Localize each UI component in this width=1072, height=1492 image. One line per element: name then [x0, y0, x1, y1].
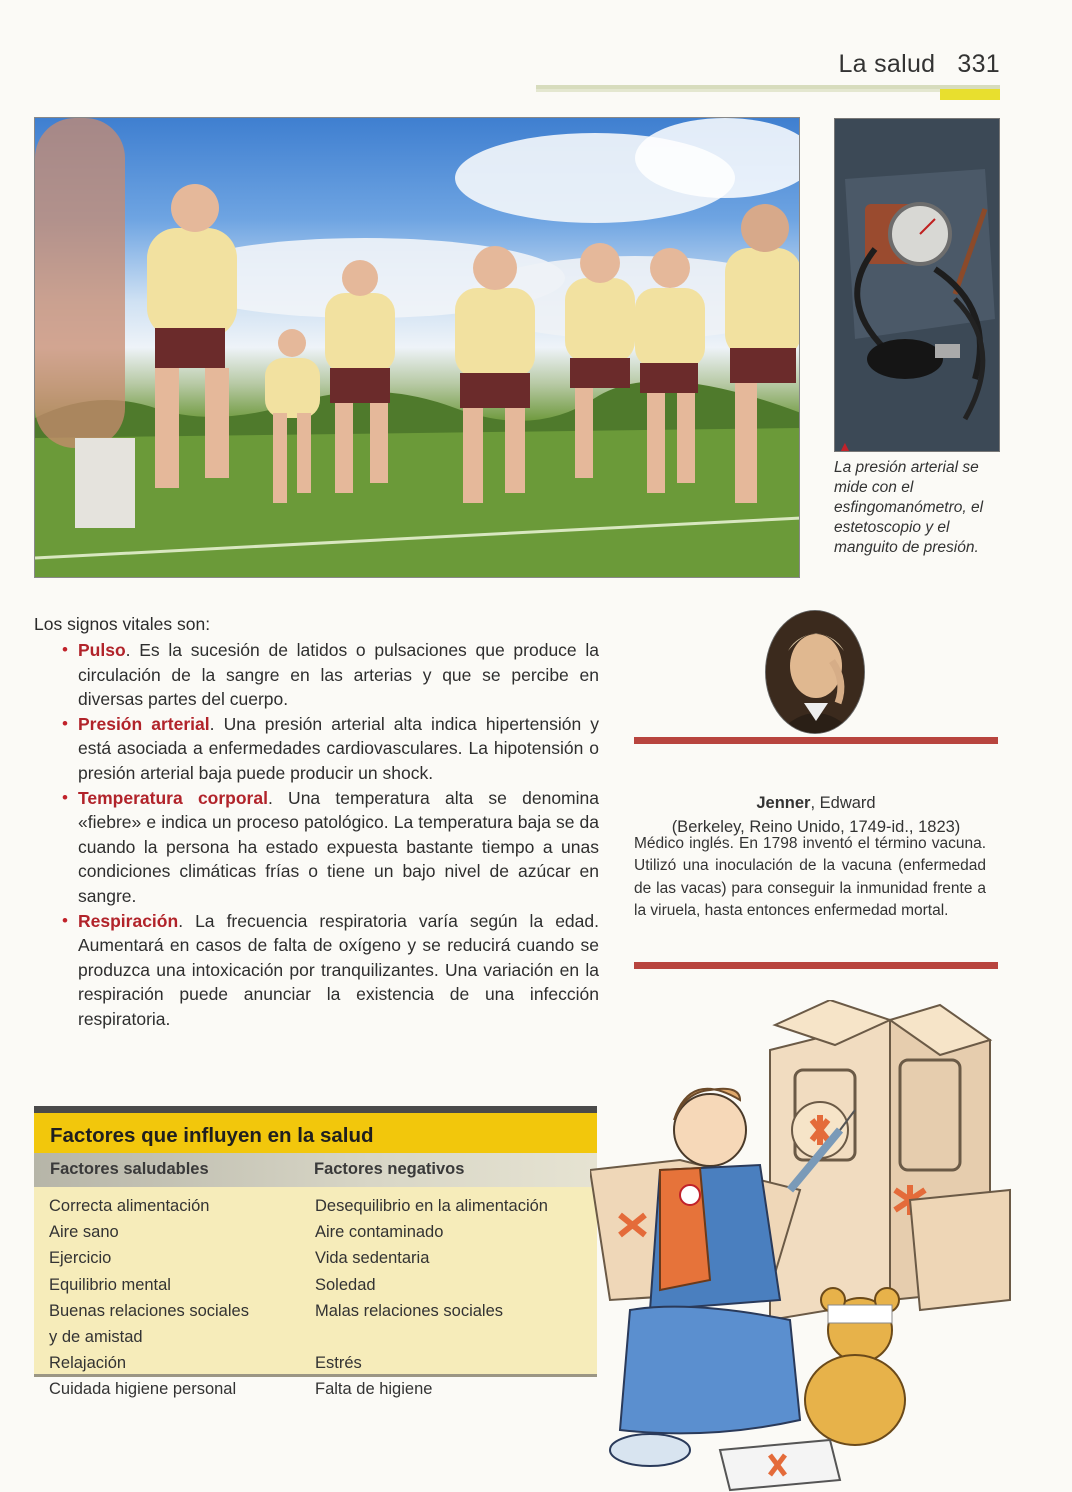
term-pulse: Pulso — [78, 640, 126, 660]
table-cell: Buenas relaciones sociales — [49, 1301, 249, 1320]
term-description: . Es la sucesión de latidos o pulsaciones que produce la circulación de la sangre en las arterias y que se percibe en diversas partes del cuerpo. — [78, 640, 599, 710]
column-header-negative: Factores negativos — [314, 1160, 465, 1178]
term-description: . La frecuencia respiratoria varía según la edad. Aumentará en casos de falta de oxígeno y se reducirá cuando se produzca una intoxicación por tranquilizantes. Una variación en la respiración puede anunciar la existencia de una infección respiratoria. — [78, 910, 599, 1029]
photo-caption: La presión arterial se mide con el esfingomanómetro, el estetoscopio y el manguito de presión. — [834, 459, 984, 556]
running-students-photo — [34, 117, 800, 578]
negative-factors-column — [315, 1193, 548, 1403]
bio-top-rule — [634, 737, 998, 744]
table-cell: Desequilibrio en la alimentación — [315, 1197, 548, 1215]
table-cell: Aire contaminado — [315, 1223, 444, 1242]
list-item — [62, 638, 599, 712]
table-cell: Aire sano — [49, 1223, 119, 1242]
table-cell: Relajación — [49, 1354, 127, 1373]
table-cell: Ejercicio — [49, 1249, 112, 1268]
bio-name — [634, 792, 998, 814]
term-blood-pressure: Presión arterial — [78, 713, 210, 734]
vital-signs-intro: Los signos vitales son: — [34, 614, 211, 634]
healthy-factors-column — [49, 1193, 249, 1403]
bio-bottom-rule — [634, 962, 998, 969]
bio-given-name: , Edward — [810, 794, 876, 812]
table-cell: y de amistad — [49, 1328, 143, 1347]
jenner-portrait — [765, 610, 865, 734]
header-rule-shadow — [536, 89, 940, 92]
table-top-bar — [34, 1106, 597, 1113]
list-item — [62, 786, 599, 909]
column-header-healthy: Factores saludables — [50, 1160, 209, 1178]
caption-pointer-icon: ▲ — [838, 438, 852, 454]
header-accent-bar — [940, 89, 1000, 100]
page-header — [800, 50, 1000, 79]
sphygmomanometer-photo — [834, 118, 1000, 452]
table-cell: Malas relaciones sociales — [315, 1301, 504, 1320]
table-title: Factores que influyen en la salud — [34, 1113, 597, 1153]
term-respiration: Respiración — [78, 910, 179, 931]
table-cell: Estrés — [315, 1354, 362, 1373]
term-body-temperature: Temperatura corporal — [78, 787, 268, 808]
vital-signs-list — [62, 638, 599, 1032]
page-number: 331 — [957, 50, 1000, 78]
term-description: . Una presión arterial alta indica hipertensión y está asociada a enfermedades cardiovasculares. La hipotensión o presión arterial baja puede producir un shock. — [78, 713, 600, 783]
list-item — [62, 909, 599, 1032]
table-header-row — [34, 1153, 597, 1187]
list-item — [62, 712, 599, 786]
table-cell: Correcta alimentación — [49, 1197, 210, 1215]
table-cell: Vida sedentaria — [315, 1249, 430, 1268]
bio-text: Médico inglés. En 1798 inventó el término vacuna. Utilizó una inoculación de la vacuna (enfermedad de las vacas) para conseguir la inmunidad frente a la viruela, hasta entonces enfermedad mortal. — [634, 835, 986, 920]
section-title: La salud — [838, 50, 936, 78]
bio-surname: Jenner — [756, 794, 811, 812]
table-cell: Cuidada higiene personal — [49, 1380, 237, 1399]
bio-origin: (Berkeley, Reino Unido, 1749-id., 1823) — [671, 818, 961, 836]
table-cell: Soledad — [315, 1275, 376, 1294]
table-cell — [315, 1324, 548, 1350]
table-cell: Falta de higiene — [315, 1380, 433, 1399]
table-cell: Equilibrio mental — [49, 1275, 171, 1294]
first-aid-illustration — [590, 1000, 1020, 1492]
table-bottom-rule — [34, 1374, 597, 1377]
term-description: . Una temperatura alta se denomina «fiebre» e indica un proceso patológico. La temperatura baja se da cuando la persona ha estado expuesta bastante tiempo a unas condiciones climáticas frías o tiene un bajo nivel de azúcar en sangre. — [78, 787, 599, 906]
